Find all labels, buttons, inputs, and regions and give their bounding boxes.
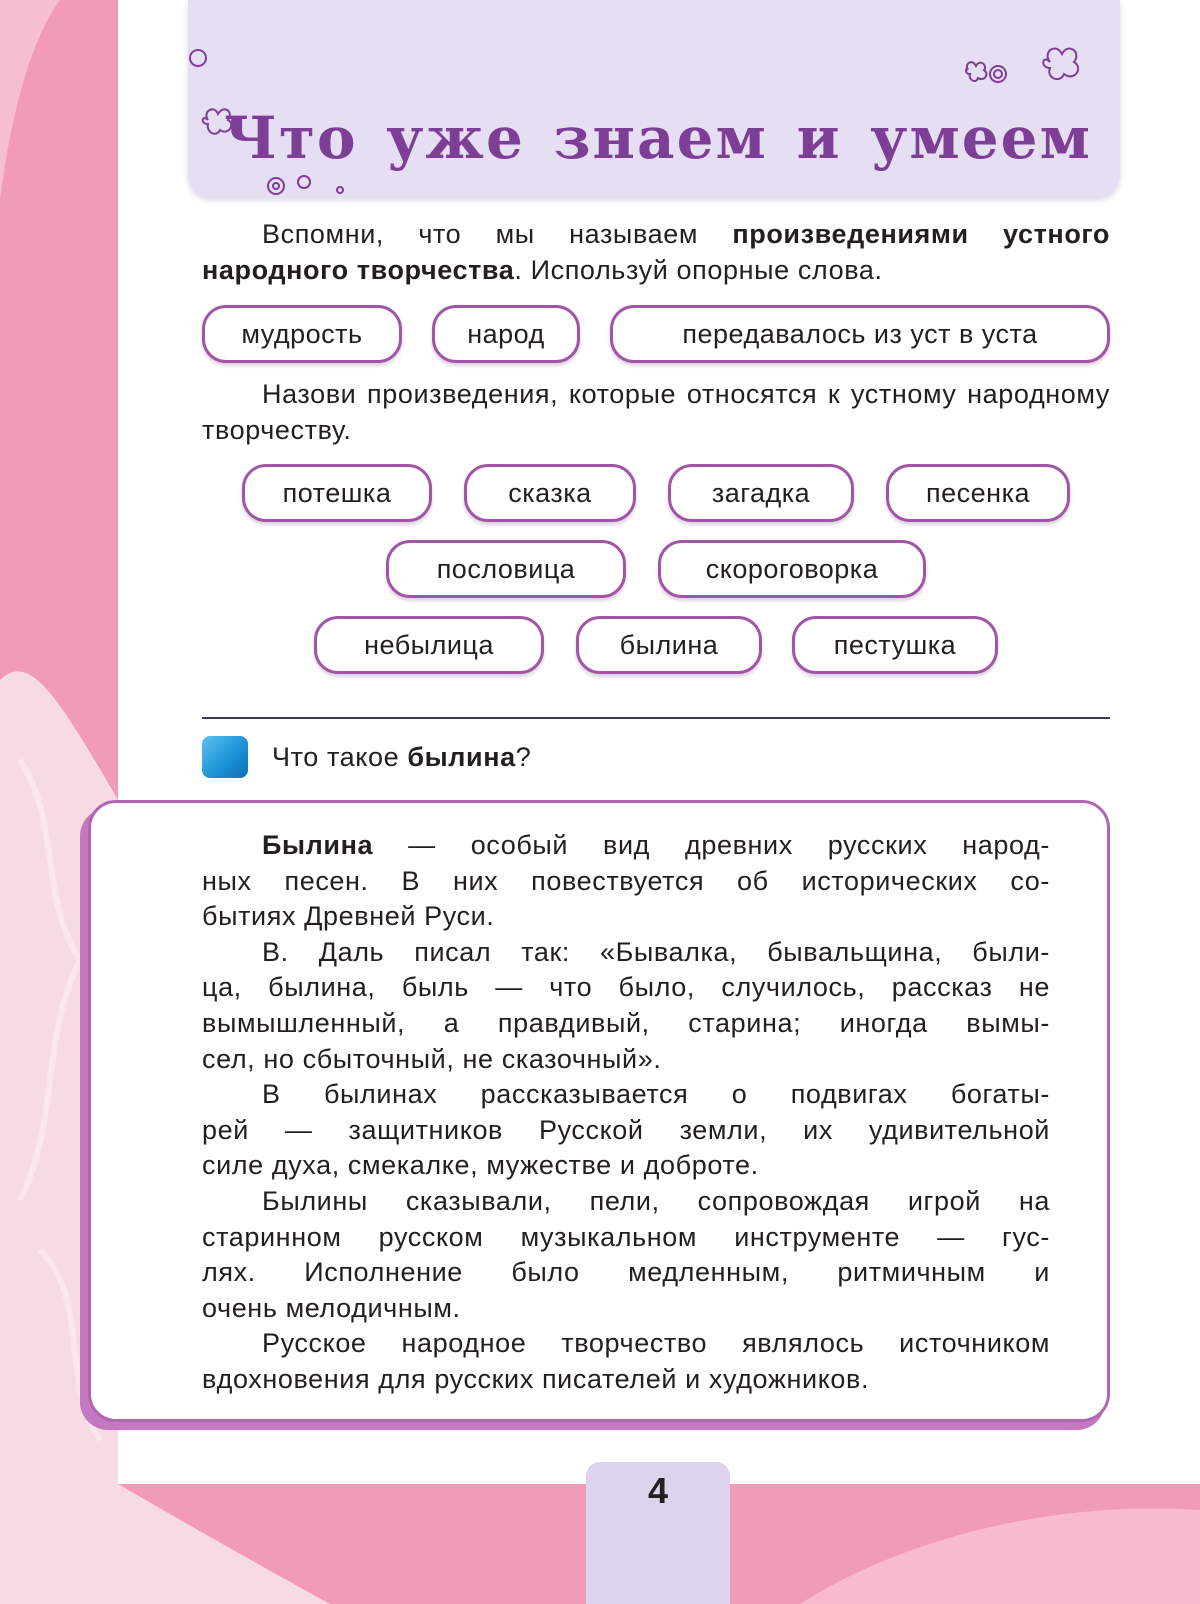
article-line: вымышленный, а правдивый, старина; иногда вымы-	[202, 1007, 1050, 1038]
article-line: вдохновения для русских писателей и художников.	[202, 1363, 870, 1394]
keyword-chip: передавалось из уст в уста	[610, 305, 1110, 363]
keyword-chip: народ	[432, 305, 580, 363]
article-line: ца, былина, быль — что было, случилось, рассказ не	[202, 972, 1050, 1003]
intro-paragraph	[202, 216, 1110, 288]
genre-chip: сказка	[464, 464, 636, 522]
intro-text: Вспомни, что мы называем	[262, 219, 733, 249]
article-text	[202, 828, 1050, 1398]
article-line: сел, но сбыточный, не сказочный».	[202, 1043, 662, 1074]
question	[272, 742, 531, 773]
task-text: Назови произведения, которые относятся к устному народному творчеству.	[202, 379, 1110, 445]
task-paragraph	[202, 376, 1110, 448]
article-line: В былинах рассказывается о подвигах богаты-	[262, 1079, 1050, 1110]
title-word: и	[796, 104, 842, 172]
question-suffix: ?	[515, 742, 532, 772]
page-title	[224, 104, 1092, 172]
title-word: знаем	[553, 104, 768, 172]
article-line: рей — защитников Русской земли, их удивительной	[202, 1114, 1050, 1145]
article-line: — особый вид древних русских народ-	[373, 830, 1050, 860]
genre-chip: пословица	[386, 540, 626, 598]
genre-chip: былина	[576, 616, 762, 674]
genre-chip: небылица	[314, 616, 544, 674]
article-line: В. Даль писал так: «Бывалка, бывальщина, были-	[262, 936, 1050, 967]
section-divider	[202, 717, 1110, 719]
title-word: Что	[224, 104, 358, 172]
genre-chip: скороговорка	[658, 540, 926, 598]
article-line: бытиях Древней Руси.	[202, 901, 495, 932]
intro-bold-term: произведениями устного народного творчества	[202, 219, 1110, 285]
article-line: очень мелодичным.	[202, 1292, 461, 1323]
genre-chip: загадка	[668, 464, 854, 522]
genre-chip: песенка	[886, 464, 1070, 522]
article-line: лях. Исполнение было медленным, ритмичным и	[202, 1257, 1050, 1288]
page-number: 4	[647, 1470, 669, 1511]
question-term: былина	[407, 742, 516, 772]
question-marker-icon	[202, 736, 248, 778]
article-line: Былины сказывали, пели, сопровождая игрой на	[262, 1185, 1050, 1216]
title-word: уже	[386, 104, 525, 172]
genre-chip: пестушка	[792, 616, 998, 674]
title-word: умеем	[870, 104, 1092, 172]
genre-chip: потешка	[242, 464, 432, 522]
article-line: старинном русском музыкальном инструменте — гус-	[202, 1221, 1050, 1252]
article-line: ных песен. В них повествуется об исторических со-	[202, 865, 1050, 896]
article-term: Былина	[262, 830, 374, 860]
article-line: Русское народное творчество являлось источником	[262, 1328, 1050, 1359]
intro-text-end: . Используй опорные слова.	[514, 255, 883, 285]
article-line: силе духа, смекалке, мужестве и доброте.	[202, 1150, 759, 1181]
question-prefix: Что такое	[272, 742, 408, 772]
keyword-chip: мудрость	[202, 305, 402, 363]
